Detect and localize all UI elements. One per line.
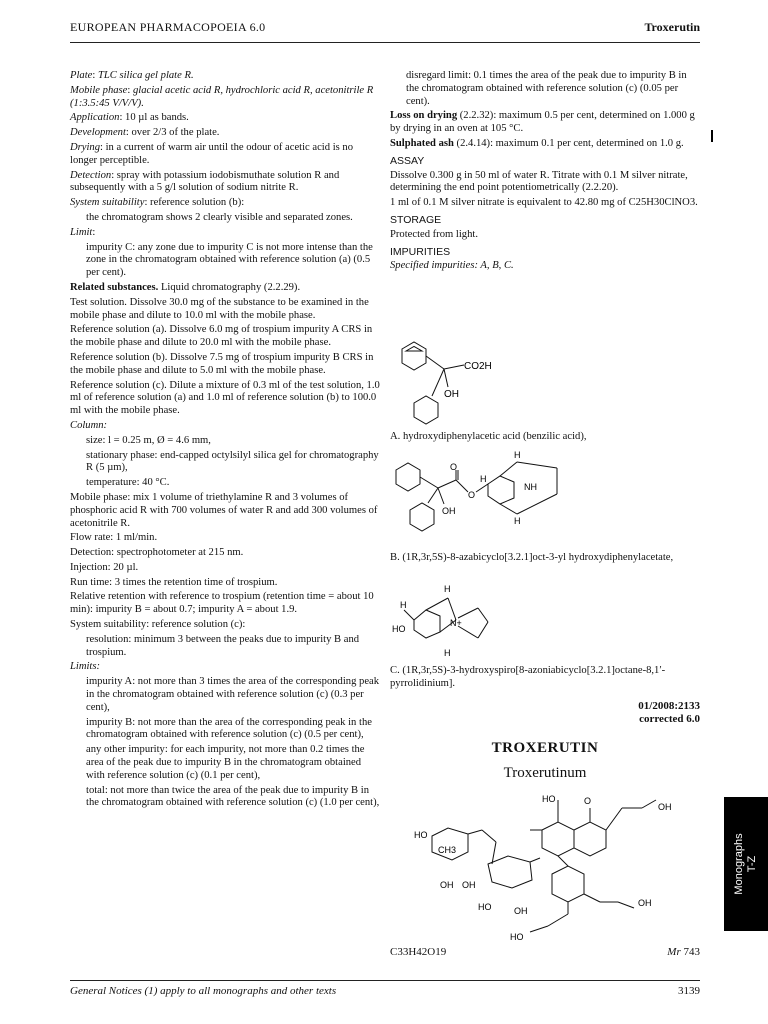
section-tab-label: Monographs T-Z <box>733 833 758 895</box>
impurity-c-structure <box>392 580 502 660</box>
limit-impurity-b: impurity B: not more than the area of the corresponding peak in the chromatogram obtained with reference solution (c) (0.5 per cent), <box>86 716 372 741</box>
detection-2: Detection: spectrophotometer at 215 nm. <box>70 547 244 559</box>
h-label-b2: H <box>514 450 521 460</box>
sulphated-ash: Sulphated ash (2.4.14): maximum 0.1 per cent, determined on 1.0 g. <box>390 137 684 149</box>
system-suitability-item: the chromatogram shows 2 clearly visible and separated zones. <box>86 211 353 223</box>
co2h-label: CO2H <box>464 361 492 372</box>
system-suitability-line: System suitability: reference solution (b): <box>70 197 245 209</box>
ho-label-c: HO <box>392 624 406 634</box>
monograph-correction: corrected 6.0 <box>639 713 700 725</box>
troxerutin-structure <box>412 790 712 945</box>
column-size: size: l = 0.25 m, Ø = 4.6 mm, <box>86 434 211 446</box>
test-solution: Test solution. Dissolve 30.0 mg of the substance to be examined in the mobile phase and dilute to 10.0 ml with the mobile phase. <box>70 296 369 321</box>
header-monograph: Troxerutin <box>644 20 700 34</box>
right-column <box>390 70 702 275</box>
impurity-a-caption: A. hydroxydiphenylacetic acid (benzilic acid), <box>390 431 587 442</box>
plate-line: Plate: TLC silica gel plate R. <box>70 70 194 81</box>
drying-line: Drying: in a current of warm air until the odour of acetic acid is no longer perceptible. <box>70 141 354 166</box>
reference-solution-a: Reference solution (a). Dissolve 6.0 mg of trospium impurity A CRS in the mobile phase and dilute to 20.0 ml with the mobile phase. <box>70 324 373 349</box>
h-label-c1: H <box>400 600 407 610</box>
monograph-title: TROXERUTIN <box>491 740 599 756</box>
h-label-c2: H <box>444 584 451 594</box>
ho-label-1: HO <box>414 830 428 840</box>
left-column <box>70 70 380 812</box>
ho-label-9: HO <box>510 932 524 942</box>
column-label: Column: <box>70 419 108 431</box>
limit-impurity-a: impurity A: not more than 3 times the area of the corresponding peak in the chromatogram obtained with reference solution (c) (0.3 per cent), <box>86 676 380 713</box>
limit-other-impurity: any other impurity: for each impurity, not more than 0.2 times the area of the peak due to impurity B in the chromatogram obtained with reference solution (c) (0.1 per cent), <box>86 744 365 781</box>
footer-notice: General Notices (1) apply to all monographs and other texts <box>70 985 337 997</box>
related-substances: Related substances. Liquid chromatography (2.2.29). <box>70 281 301 293</box>
section-tab <box>724 797 768 931</box>
nh-label: NH <box>524 482 537 492</box>
h-label-c3: H <box>444 648 451 658</box>
flow-rate: Flow rate: 1 ml/min. <box>70 532 158 544</box>
storage-text: Protected from light. <box>390 228 478 240</box>
run-time: Run time: 3 times the retention time of trospium. <box>70 576 278 588</box>
limit-impurity-c: impurity C: any zone due to impurity C is not more intense than the zone in the chromatogram obtained with reference solution (a) (0.5 per cent). <box>86 241 373 279</box>
assay-heading: ASSAY <box>390 154 425 167</box>
assay-text: Dissolve 0.300 g in 50 ml of water R. Titrate with 0.1 M silver nitrate, determining the end point potentiometrically (2.2.20). <box>390 169 688 194</box>
limit-total: total: not more than twice the area of the peak due to impurity B in the chromatogram obtained with reference solution (c) (1.0 per cent), <box>86 784 380 809</box>
impurity-b-caption: B. (1R,3r,5S)-8-azabicyclo[3.2.1]oct-3-yl hydroxydiphenylacetate, <box>390 552 674 563</box>
monograph-latin-name: Troxerutinum <box>503 765 587 781</box>
reference-solution-c: Reference solution (c). Dilute a mixture of 0.3 ml of the test solution, 1.0 ml of reference solution (a) and 1.0 ml of reference solution (b) to 100.0 ml with the mobile phase. <box>70 379 380 417</box>
page-footer <box>70 980 700 997</box>
relative-molecular-mass: Mr 743 <box>667 946 700 958</box>
h-label-b3: H <box>514 516 521 526</box>
injection: Injection: 20 µl. <box>70 561 139 573</box>
page-header <box>70 20 700 43</box>
carbonyl-o-label: O <box>450 462 458 472</box>
impurities-heading: IMPURITIES <box>390 245 451 258</box>
oh-label-2: OH <box>440 880 454 890</box>
relative-retention: Relative retention with reference to trospium (retention time = about 10 min): impurity B = about 0.7; impurity A = about 1.9. <box>70 591 374 616</box>
application-line: Application: 10 µl as bands. <box>70 112 189 124</box>
assay-equivalence: 1 ml of 0.1 M silver nitrate is equivalent to 42.80 mg of C25H30ClNO3. <box>390 197 698 209</box>
ester-o-label: O <box>468 490 476 500</box>
revision-bar <box>711 130 713 142</box>
oh-label-5: OH <box>514 906 528 916</box>
loss-on-drying: Loss on drying (2.2.32): maximum 0.5 per cent, determined on 1.000 g by drying in an oven at 105 °C. <box>390 110 695 135</box>
monograph-number: 01/2008:2133 <box>638 700 700 712</box>
reference-solution-b: Reference solution (b). Dissolve 7.5 mg of trospium impurity B CRS in the mobile phase and dilute to 5.0 ml with the mobile phase. <box>70 351 374 376</box>
oh-label-b: OH <box>442 506 456 516</box>
o-label-ring: O <box>584 796 592 806</box>
system-suitability-2: System suitability: reference solution (c): <box>70 619 246 631</box>
ho-label-4: HO <box>478 902 492 912</box>
oh-label-7: OH <box>658 802 672 812</box>
oh-label-3: OH <box>462 880 476 890</box>
mobile-phase-line: Mobile phase: glacial acetic acid R, hydrochloric acid R, acetonitrile R (1:3.5:45 V/V/V). <box>70 84 374 109</box>
monograph-id <box>638 700 700 726</box>
disregard-limit: disregard limit: 0.1 times the area of the peak due to impurity B in the chromatogram obtained with reference solution (c) (0.05 per cent). <box>406 70 687 107</box>
header-pharmacopoeia: EUROPEAN PHARMACOPOEIA 6.0 <box>70 20 266 34</box>
h-label-b1: H <box>480 474 487 484</box>
mobile-phase-2: Mobile phase: mix 1 volume of triethylamine R and 3 volumes of phosphoric acid R with 700 volumes of water R and add 300 volumes of acetonitrile R. <box>70 491 378 529</box>
ho-label-6: HO <box>542 794 556 804</box>
limits-label: Limits: <box>70 661 101 673</box>
resolution: resolution: minimum 3 between the peaks due to impurity B and trospium. <box>86 633 360 658</box>
n-plus-label: N+ <box>450 618 462 628</box>
development-line: Development: over 2/3 of the plate. <box>70 127 220 139</box>
oh-label: OH <box>444 389 459 400</box>
impurity-b-structure <box>392 448 572 543</box>
molecular-formula: C33H42O19 <box>390 946 447 958</box>
specified-impurities: Specified impurities: A, B, C. <box>390 260 514 272</box>
storage-heading: STORAGE <box>390 213 442 226</box>
ch3-label: CH3 <box>438 845 457 855</box>
column-temperature: temperature: 40 °C. <box>86 477 170 489</box>
oh-label-8: OH <box>638 898 652 908</box>
limit-label: Limit: <box>70 226 96 238</box>
detection-line: Detection: spray with potassium iodobismuthate solution R and subsequently with a 5 g/l solution of sodium nitrite R. <box>70 169 340 194</box>
impurity-a-structure <box>392 337 532 427</box>
impurity-c-caption: C. (1R,3r,5S)-3-hydroxyspiro[8-azoniabicyclo[3.2.1]octane-8,1′-pyrrolidinium]. <box>390 665 666 689</box>
column-stationary: stationary phase: end-capped octylsilyl silica gel for chromatography R (5 µm), <box>86 449 379 474</box>
page-number: 3139 <box>678 985 700 997</box>
